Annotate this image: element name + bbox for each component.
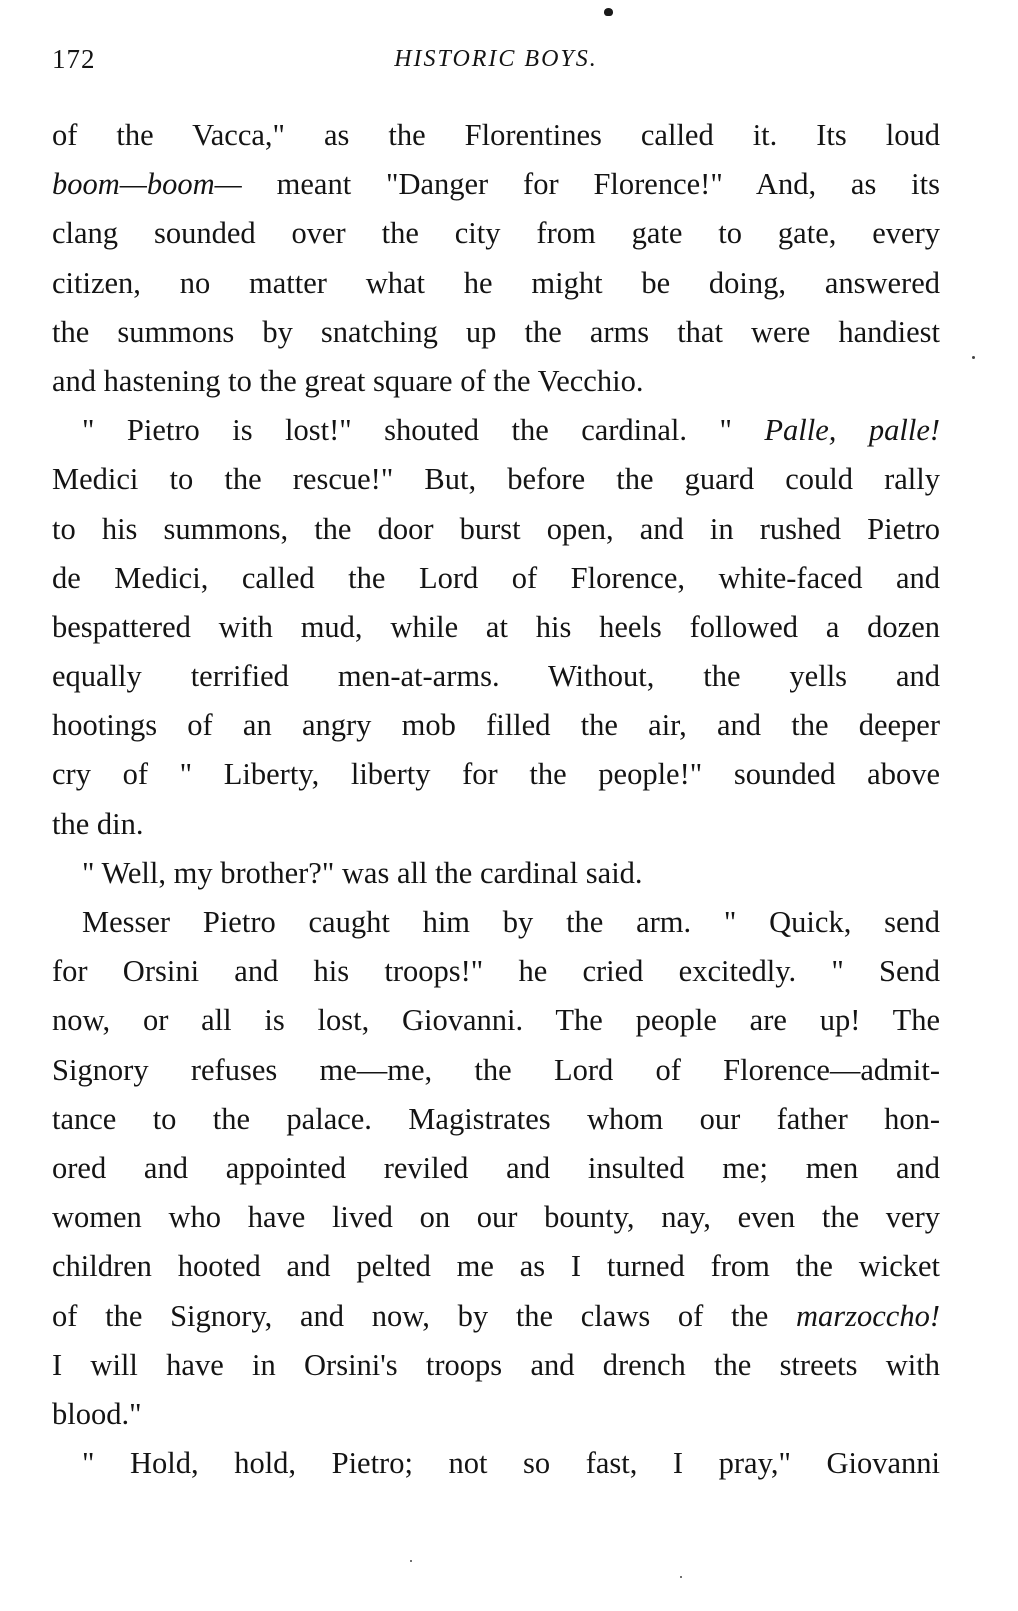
text-run: bespattered with mud, while at his heels followed a dozen <box>52 609 940 644</box>
paper-speck <box>410 1560 412 1562</box>
text-run: of the Signory, and now, by the claws of the <box>52 1298 796 1333</box>
text-run: equally terrified men-at-arms. Without, the yells and <box>52 659 940 694</box>
text-run: clang sounded over the city from gate to gate, every <box>52 216 940 251</box>
text-run: blood." <box>52 1396 142 1431</box>
text-line <box>52 406 940 455</box>
text-line <box>52 1341 940 1390</box>
text-run: Medici to the rescue!" But, before the guard could rally <box>52 462 940 497</box>
text-run: the summons by snatching up the arms that were handiest <box>52 314 940 349</box>
text-line <box>52 1439 940 1488</box>
text-run: the din. <box>52 806 144 841</box>
text-line <box>52 111 940 160</box>
text-line <box>52 1046 940 1095</box>
text-line <box>52 1292 940 1341</box>
text-line <box>52 554 940 603</box>
text-line <box>52 1144 940 1193</box>
text-line <box>52 1193 940 1242</box>
italic-text: marzoccho! <box>796 1298 940 1333</box>
running-title: HISTORIC BOYS. <box>394 46 598 72</box>
text-run: to his summons, the door burst open, and in rushed Pietro <box>52 511 940 546</box>
text-line <box>52 603 940 652</box>
text-line <box>52 898 940 947</box>
text-line <box>52 701 940 750</box>
text-run: de Medici, called the Lord of Florence, white-faced and <box>52 560 940 595</box>
text-line <box>52 849 940 898</box>
paper-speck <box>972 356 975 359</box>
text-line <box>52 750 940 799</box>
text-line <box>52 1095 940 1144</box>
text-line <box>52 996 940 1045</box>
text-line <box>52 505 940 554</box>
text-line <box>52 800 940 849</box>
text-line <box>52 1242 940 1291</box>
body-text <box>52 111 940 1488</box>
text-run: tance to the palace. Magistrates whom our father hon- <box>52 1101 940 1136</box>
text-run: and hastening to the great square of the Vecchio. <box>52 363 644 398</box>
text-run: of the Vacca," as the Florentines called it. Its loud <box>52 118 940 152</box>
text-run: citizen, no matter what he might be doing, answered <box>52 265 940 300</box>
paper-speck <box>680 1576 682 1578</box>
text-run: " Hold, hold, Pietro; not so fast, I pray," Giovanni <box>82 1446 940 1481</box>
text-line <box>52 947 940 996</box>
text-line <box>52 308 940 357</box>
text-run: children hooted and pelted me as I turned from the wicket <box>52 1249 940 1284</box>
text-line <box>52 652 940 701</box>
text-run: now, or all is lost, Giovanni. The people are up! The <box>52 1003 940 1038</box>
page-number: 172 <box>52 44 96 74</box>
text-line <box>52 259 940 308</box>
text-run: women who have lived on our bounty, nay, even the very <box>52 1200 940 1235</box>
page-header <box>52 44 940 84</box>
text-run: Signory refuses me—me, the Lord of Florence—admit- <box>52 1052 940 1087</box>
text-run: " Well, my brother?" was all the cardinal said. <box>82 855 643 890</box>
text-line <box>52 455 940 504</box>
italic-text: boom—boom— <box>52 167 242 202</box>
text-line <box>52 209 940 258</box>
text-line <box>52 160 940 209</box>
text-run: " Pietro is lost!" shouted the cardinal. " <box>82 413 732 448</box>
text-run: cry of " Liberty, liberty for the people!" sounded above <box>52 757 940 792</box>
text-run: ored and appointed reviled and insulted me; men and <box>52 1150 940 1185</box>
ink-blot-mark <box>604 8 613 16</box>
italic-text: Palle, palle! <box>764 413 941 448</box>
text-run: meant "Danger for Florence!" And, as its <box>276 167 940 202</box>
text-run: hootings of an angry mob filled the air, and the deeper <box>52 708 940 743</box>
text-run: for Orsini and his troops!" he cried excitedly. " Send <box>52 954 940 989</box>
text-line <box>52 1390 940 1439</box>
text-run: I will have in Orsini's troops and drench the streets with <box>52 1347 940 1382</box>
text-line <box>52 357 940 406</box>
text-run: Messer Pietro caught him by the arm. " Quick, send <box>82 905 940 939</box>
